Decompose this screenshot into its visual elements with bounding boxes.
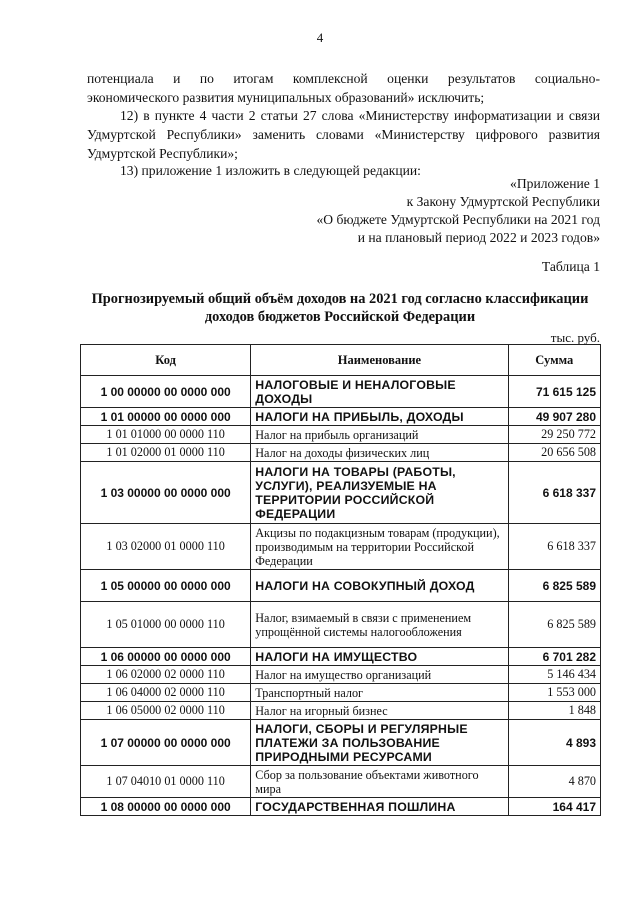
cell-name: НАЛОГИ, СБОРЫ И РЕГУЛЯРНЫЕ ПЛАТЕЖИ ЗА ПОЛЬЗОВАНИЕ ПРИРОДНЫМИ РЕСУРСАМИ (251, 720, 508, 766)
table-row (81, 702, 601, 720)
cell-code: 1 07 04010 01 0000 110 (81, 766, 251, 798)
cell-code: 1 03 00000 00 0000 000 (81, 462, 251, 524)
paragraph-item-12: 12) в пункте 4 части 2 статьи 27 слова «Министерству информатизации и связи Удмуртской Республики» заменить словами «Министерству цифрового развития Удмуртской Республики»; (87, 108, 600, 161)
cell-name: НАЛОГИ НА СОВОКУПНЫЙ ДОХОД (251, 570, 508, 602)
appendix-header (316, 175, 600, 247)
cell-sum: 71 615 125 (508, 376, 600, 408)
table-row (81, 666, 601, 684)
cell-sum: 49 907 280 (508, 408, 600, 426)
cell-sum: 1 848 (508, 702, 600, 720)
cell-name: НАЛОГИ НА ТОВАРЫ (РАБОТЫ, УСЛУГИ), РЕАЛИЗУЕМЫЕ НА ТЕРРИТОРИИ РОССИЙСКОЙ ФЕДЕРАЦИИ (251, 462, 508, 524)
cell-name: НАЛОГИ НА ИМУЩЕСТВО (251, 648, 508, 666)
cell-sum: 1 553 000 (508, 684, 600, 702)
cell-code: 1 01 01000 00 0000 110 (81, 426, 251, 444)
revenue-table (80, 344, 601, 816)
page-number: 4 (316, 30, 324, 45)
table-row (81, 426, 601, 444)
cell-name: Налог на игорный бизнес (251, 702, 508, 720)
table-row (81, 766, 601, 798)
header-name: Наименование (251, 345, 508, 376)
cell-code: 1 00 00000 00 0000 000 (81, 376, 251, 408)
table-number: Таблица 1 (541, 259, 600, 274)
cell-name: Сбор за пользование объектами животного мира (251, 766, 508, 798)
cell-sum: 6 618 337 (508, 524, 600, 570)
cell-code: 1 05 01000 00 0000 110 (81, 602, 251, 648)
cell-code: 1 08 00000 00 0000 000 (81, 798, 251, 816)
paragraph-item-13: 13) приложение 1 изложить в следующей редакции: (120, 163, 421, 178)
table-row (81, 570, 601, 602)
table-row (81, 462, 601, 524)
table-row (81, 524, 601, 570)
appendix-line-2: к Закону Удмуртской Республики (406, 194, 600, 209)
cell-name: Транспортный налог (251, 684, 508, 702)
appendix-line-3: «О бюджете Удмуртской Республики на 2021 год (316, 212, 600, 227)
cell-name: НАЛОГИ НА ПРИБЫЛЬ, ДОХОДЫ (251, 408, 508, 426)
paragraph-line-1: потенциала и по итогам комплексной оценки результатов социально- (87, 71, 600, 86)
cell-code: 1 01 02000 01 0000 110 (81, 444, 251, 462)
cell-name: Налог, взимаемый в связи с применением упрощённой системы налогообложения (251, 602, 508, 648)
cell-name: Налог на доходы физических лиц (251, 444, 508, 462)
table-title: Прогнозируемый общий объём доходов на 2021 год согласно классификации доходов бюджетов Российской Федерации (91, 291, 589, 325)
cell-sum: 6 825 589 (508, 602, 600, 648)
table-header-row (81, 345, 601, 376)
table-row (81, 798, 601, 816)
cell-code: 1 03 02000 01 0000 110 (81, 524, 251, 570)
unit-label: тыс. руб. (550, 330, 600, 345)
table-row (81, 444, 601, 462)
cell-code: 1 06 05000 02 0000 110 (81, 702, 251, 720)
cell-sum: 6 825 589 (508, 570, 600, 602)
cell-name: Налог на имущество организаций (251, 666, 508, 684)
cell-code: 1 06 00000 00 0000 000 (81, 648, 251, 666)
cell-sum: 4 893 (508, 720, 600, 766)
cell-code: 1 07 00000 00 0000 000 (81, 720, 251, 766)
appendix-line-1: «Приложение 1 (510, 176, 600, 191)
paragraph-line-2: экономического развития муниципальных образований» исключить; (87, 90, 485, 105)
cell-name: ГОСУДАРСТВЕННАЯ ПОШЛИНА (251, 798, 508, 816)
cell-name: Акцизы по подакцизным товарам (продукции), производимым на территории Российской Федерации (251, 524, 508, 570)
table-row (81, 648, 601, 666)
cell-code: 1 01 00000 00 0000 000 (81, 408, 251, 426)
table-body (81, 376, 601, 816)
header-sum: Сумма (508, 345, 600, 376)
table-row (81, 376, 601, 408)
cell-sum: 29 250 772 (508, 426, 600, 444)
cell-sum: 6 618 337 (508, 462, 600, 524)
cell-sum: 20 656 508 (508, 444, 600, 462)
table-row (81, 684, 601, 702)
cell-sum: 164 417 (508, 798, 600, 816)
header-code: Код (81, 345, 251, 376)
cell-code: 1 06 02000 02 0000 110 (81, 666, 251, 684)
cell-code: 1 06 04000 02 0000 110 (81, 684, 251, 702)
cell-code: 1 05 00000 00 0000 000 (81, 570, 251, 602)
appendix-line-4: и на плановый период 2022 и 2023 годов» (357, 230, 600, 245)
cell-name: Налог на прибыль организаций (251, 426, 508, 444)
cell-sum: 4 870 (508, 766, 600, 798)
cell-sum: 5 146 434 (508, 666, 600, 684)
cell-sum: 6 701 282 (508, 648, 600, 666)
table-row (81, 408, 601, 426)
table-row (81, 720, 601, 766)
table-row (81, 602, 601, 648)
cell-name: НАЛОГОВЫЕ И НЕНАЛОГОВЫЕ ДОХОДЫ (251, 376, 508, 408)
